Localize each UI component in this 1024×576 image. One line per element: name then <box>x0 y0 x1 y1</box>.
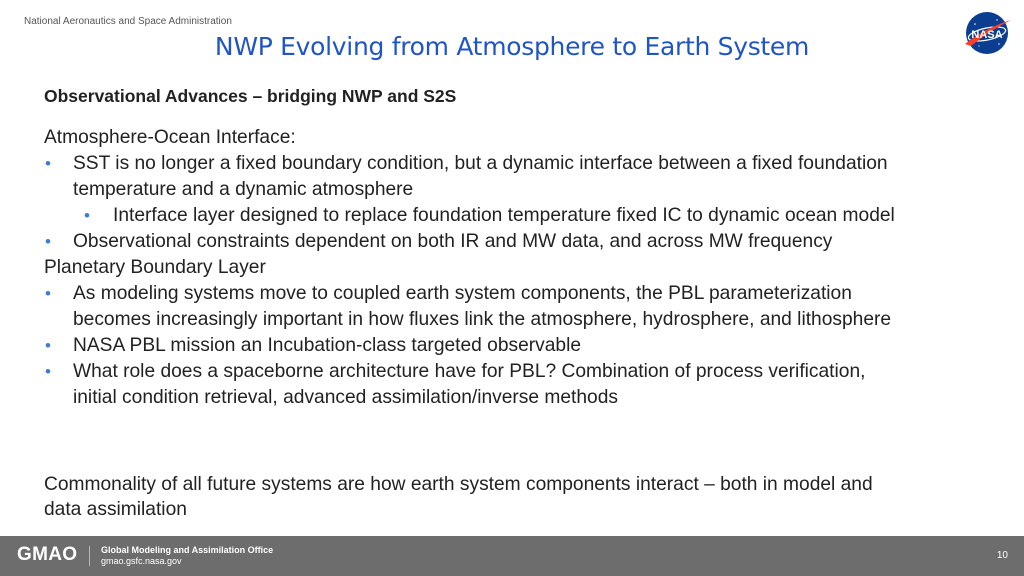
slide-body <box>44 125 994 411</box>
pbl-heading: Planetary Boundary Layer <box>44 257 266 278</box>
bullet-coupled-line2: becomes increasingly important in how fluxes link the atmosphere, hydrosphere, and lithosphere <box>73 309 892 330</box>
bullet-constraints <box>44 229 994 255</box>
bullet-sst <box>44 151 994 203</box>
sub-bullet-interface-layer <box>44 203 994 229</box>
bullet-sst-line2: temperature and a dynamic atmosphere <box>73 179 414 200</box>
bullet-marker: • <box>45 232 51 251</box>
bullet-coupled-systems <box>44 281 994 333</box>
bullet-role-line1: What role does a spaceborne architecture have for PBL? Combination of process verification, <box>73 361 866 382</box>
bullet-sst-line1: SST is no longer a fixed boundary condition, but a dynamic interface between a fixed foundation <box>73 153 888 174</box>
closing-statement <box>44 472 994 522</box>
nasa-logo <box>961 10 1013 56</box>
bullet-marker: • <box>45 336 51 355</box>
bullet-coupled-line1: As modeling systems move to coupled earth system components, the PBL parameterization <box>73 283 852 304</box>
footer-divider <box>89 546 90 566</box>
slide-title: NWP Evolving from Atmosphere to Earth System <box>214 32 810 61</box>
agency-name: National Aeronautics and Space Administration <box>24 16 232 27</box>
bullet-pbl-mission <box>44 333 994 359</box>
footer-org-name: Global Modeling and Assimilation Office <box>101 545 274 555</box>
bullet-role-line2: initial condition retrieval, advanced assimilation/inverse methods <box>73 387 618 408</box>
bullet-pbl-mission-text: NASA PBL mission an Incubation-class targeted observable <box>73 335 582 356</box>
bullet-marker: • <box>45 362 51 381</box>
gmao-brand: GMAO <box>17 544 78 565</box>
section-subtitle: Observational Advances – bridging NWP and S2S <box>44 86 457 106</box>
bullet-constraints-text: Observational constraints dependent on both IR and MW data, and across MW frequency <box>73 231 833 252</box>
bullet-marker: • <box>45 154 51 173</box>
bullet-marker: • <box>45 284 51 303</box>
bullet-spaceborne-role <box>44 359 994 411</box>
closing-line1: Commonality of all future systems are how earth system components interact – both in model and <box>44 474 873 495</box>
sub-bullet-interface-text: Interface layer designed to replace foundation temperature fixed IC to dynamic ocean model <box>113 205 895 226</box>
footer-bar <box>0 536 1024 576</box>
page-number: 10 <box>996 550 1008 561</box>
atmosphere-ocean-heading: Atmosphere-Ocean Interface: <box>44 127 296 148</box>
closing-line2: data assimilation <box>44 499 187 520</box>
nasa-logo-text: NASA <box>971 29 1003 41</box>
bullet-marker: • <box>84 206 90 225</box>
footer-org-url: gmao.gsfc.nasa.gov <box>101 556 182 566</box>
